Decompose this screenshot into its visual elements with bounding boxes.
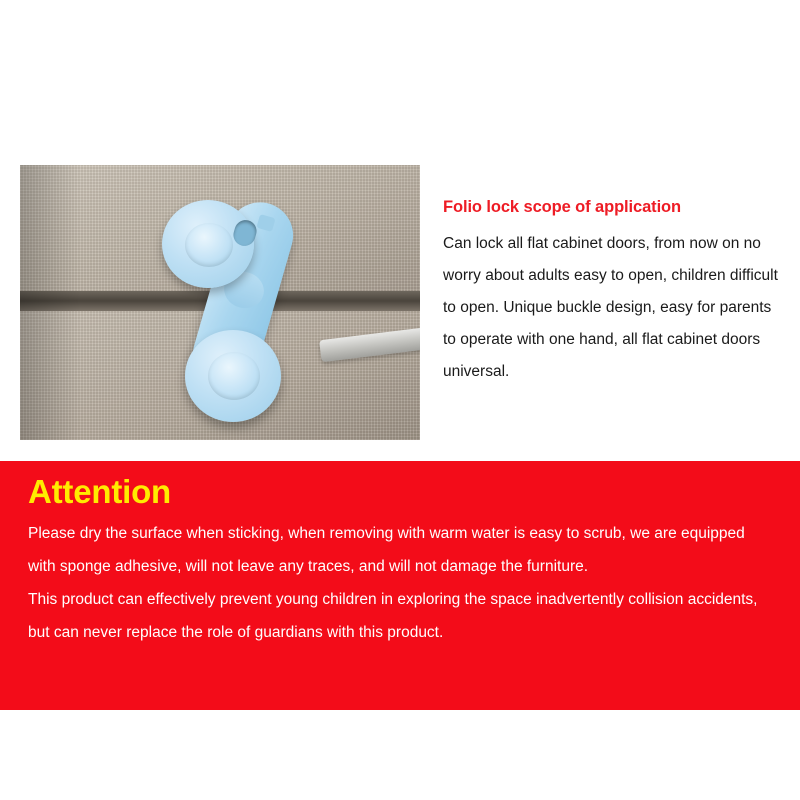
cabinet-lock-product: [140, 180, 360, 430]
attention-paragraph-1: Please dry the surface when sticking, when removing with warm water is easy to scrub, we are equipped with sponge adhesive, will not leave any traces, and will not damage the furniture.: [28, 525, 745, 575]
product-photo: [20, 165, 420, 440]
scope-of-application-heading: Folio lock scope of application: [443, 198, 682, 216]
attention-body: [28, 517, 776, 649]
photo-shadow-overlay: [20, 165, 80, 440]
bottom-white-area: [0, 713, 800, 800]
attention-section: [0, 458, 800, 713]
attention-title: Attention: [28, 473, 171, 510]
attention-paragraph-2: This product can effectively prevent young children in exploring the space inadvertently collision accidents, but can never replace the role of guardians with this product.: [28, 591, 758, 641]
lock-adhesive-pad-top-inner: [185, 223, 233, 267]
lock-adhesive-pad-bottom-inner: [208, 352, 260, 400]
description-text-block: [443, 198, 788, 388]
scope-of-application-body: Can lock all flat cabinet doors, from now on no worry about adults easy to open, children difficult to open. Unique buckle design, easy for parents to operate with one hand, all flat cabinet doors universal.: [443, 235, 778, 380]
